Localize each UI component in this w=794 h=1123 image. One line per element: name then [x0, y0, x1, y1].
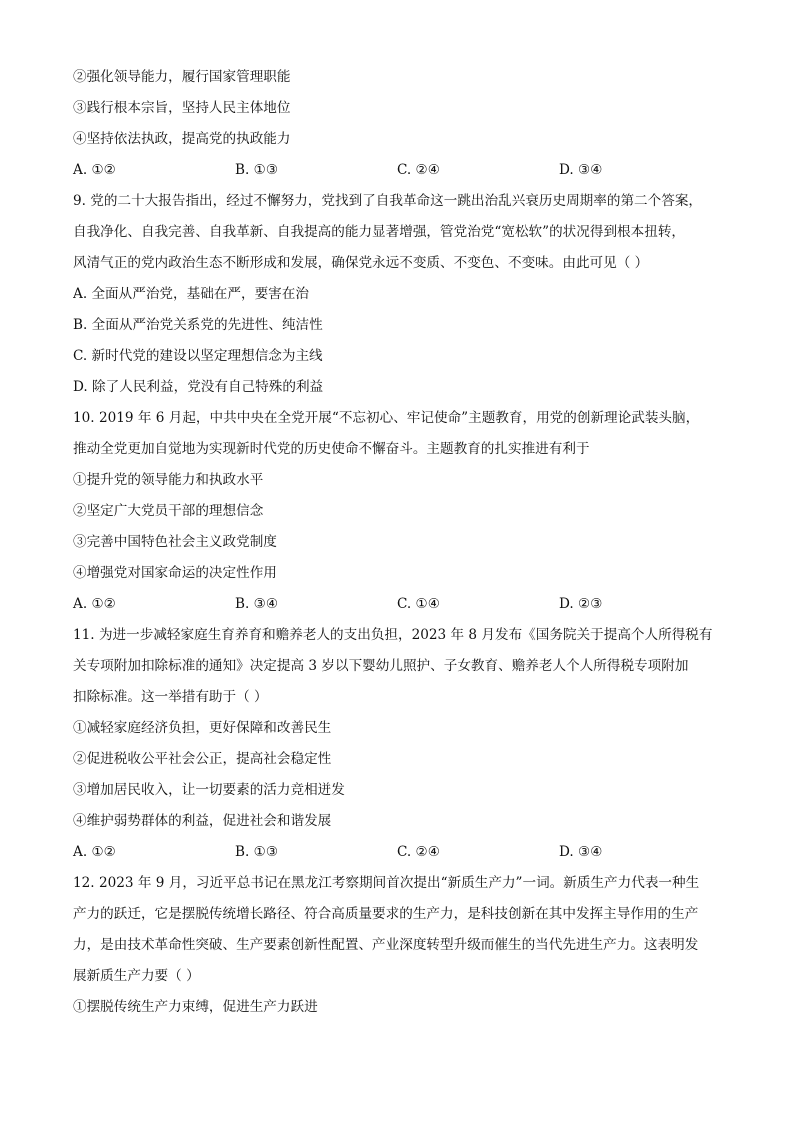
q11-option-a: A. ①②	[73, 844, 116, 860]
q10-stem-line-1: 10. 2019 年 6 月起，中共中央在全党开展“不忘初心、牢记使命”主题教育，用党的创新理论武装头脑，	[73, 410, 700, 426]
q8-option-d: D. ③④	[559, 162, 603, 178]
question-8-options	[73, 155, 721, 186]
q11-item-2: ②促进税收公平社会公正，提高社会稳定性	[73, 751, 332, 767]
q10-item-3: ③完善中国特色社会主义政党制度	[73, 534, 277, 550]
question-12	[73, 868, 721, 1023]
q12-stem-line-4: 展新质生产力要（ ）	[73, 968, 200, 984]
question-10	[73, 403, 721, 620]
exam-page	[73, 62, 721, 1023]
q12-stem-line-1: 12. 2023 年 9 月，习近平总书记在黑龙江考察期间首次提出“新质生产力”一词。新质生产力代表一种生	[73, 875, 700, 891]
q10-stem-line-2: 推动全党更加自觉地为实现新时代党的历史使命不懈奋斗。主题教育的扎实推进有利于	[73, 441, 590, 457]
q10-option-d: D. ②③	[559, 596, 603, 612]
q9-choice-c: C. 新时代党的建设以坚定理想信念为主线	[73, 348, 323, 364]
question-8-items	[73, 62, 721, 155]
q12-item-1: ①摆脱传统生产力束缚，促进生产力跃进	[73, 999, 318, 1015]
q11-option-b: B. ①③	[235, 844, 279, 860]
q9-choice-d: D. 除了人民利益，党没有自己特殊的利益	[73, 379, 324, 395]
question-9	[73, 186, 721, 403]
q9-stem-line-1: 9. 党的二十大报告指出，经过不懈努力，党找到了自我革命这一跳出治乱兴衰历史周期率的第二个答案，	[73, 193, 703, 209]
q8-option-c: C. ②④	[397, 162, 440, 178]
q8-item-3: ③践行根本宗旨，坚持人民主体地位	[73, 100, 291, 116]
q11-option-c: C. ②④	[397, 844, 440, 860]
question-11-options	[73, 837, 721, 868]
q8-item-2: ②强化领导能力，履行国家管理职能	[73, 69, 291, 85]
q12-stem-line-3: 力，是由技术革命性突破、生产要素创新性配置、产业深度转型升级而催生的当代先进生产力。这表明发	[73, 937, 699, 953]
q8-option-b: B. ①③	[235, 162, 279, 178]
q10-item-2: ②坚定广大党员干部的理想信念	[73, 503, 264, 519]
q11-stem-line-2: 关专项附加扣除标准的通知》决定提高 3 岁以下婴幼儿照护、子女教育、赡养老人个人所得税专项附加	[73, 658, 689, 674]
q8-option-a: A. ①②	[73, 162, 116, 178]
q10-item-1: ①提升党的领导能力和执政水平	[73, 472, 264, 488]
question-10-options	[73, 589, 721, 620]
q9-stem-line-3: 风清气正的党内政治生态不断形成和发展，确保党永远不变质、不变色、不变味。由此可见（ ）	[73, 255, 649, 271]
q8-item-4: ④坚持依法执政，提高党的执政能力	[73, 131, 291, 147]
q12-stem-line-2: 产力的跃迁，它是摆脱传统增长路径、符合高质量要求的生产力，是科技创新在其中发挥主导作用的生产	[73, 906, 699, 922]
question-11	[73, 620, 721, 868]
q10-option-b: B. ③④	[235, 596, 279, 612]
q9-stem-line-2: 自我净化、自我完善、自我革新、自我提高的能力显著增强，管党治党“宽松软”的状况得到根本扭转，	[73, 224, 686, 240]
q11-item-3: ③增加居民收入，让一切要素的活力竞相迸发	[73, 782, 345, 798]
q9-choice-b: B. 全面从严治党关系党的先进性、纯洁性	[73, 317, 323, 333]
q11-item-4: ④维护弱势群体的利益，促进社会和谐发展	[73, 813, 332, 829]
q10-option-c: C. ①④	[397, 596, 440, 612]
q11-item-1: ①减轻家庭经济负担，更好保障和改善民生	[73, 720, 332, 736]
q11-stem-line-1: 11. 为进一步减轻家庭生育养育和赡养老人的支出负担，2023 年 8 月发布《国务院关于提高个人所得税有	[73, 627, 713, 643]
q10-item-4: ④增强党对国家命运的决定性作用	[73, 565, 277, 581]
q9-choice-a: A. 全面从严治党，基础在严，要害在治	[73, 286, 309, 302]
q10-option-a: A. ①②	[73, 596, 116, 612]
q11-option-d: D. ③④	[559, 844, 603, 860]
q11-stem-line-3: 扣除标准。这一举措有助于（ ）	[73, 689, 268, 705]
